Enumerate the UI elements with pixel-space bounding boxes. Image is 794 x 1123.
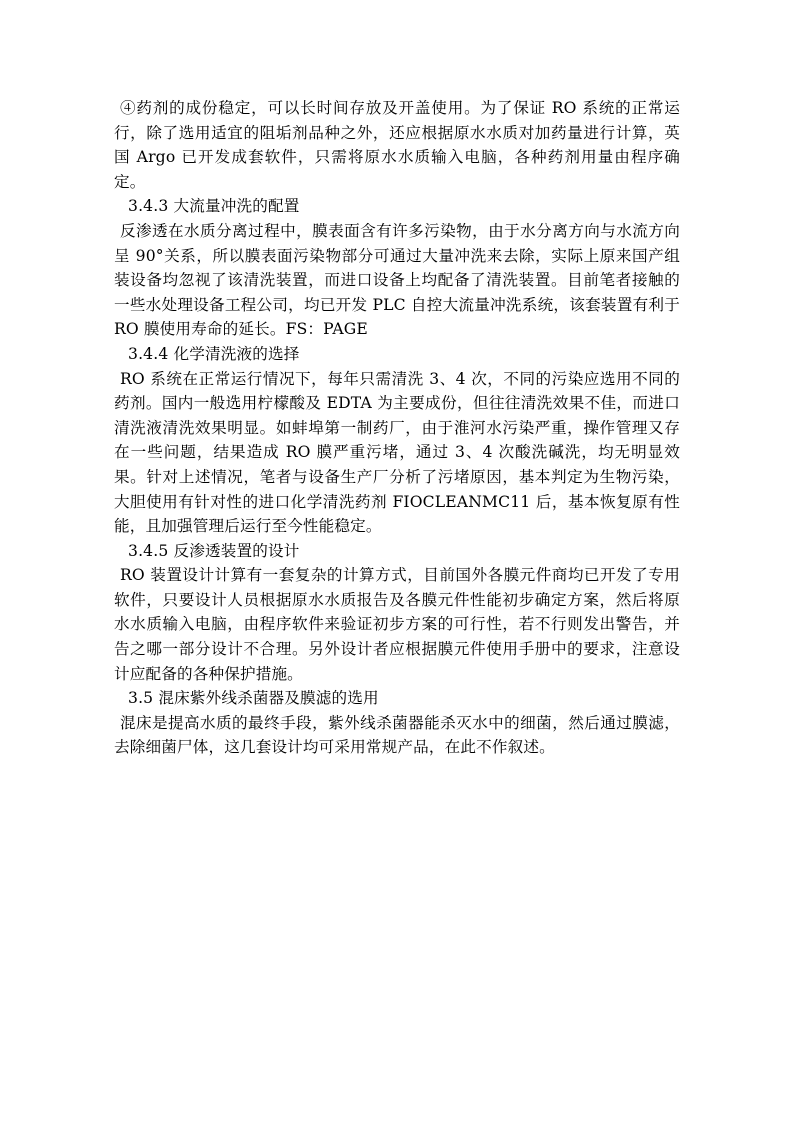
paragraph-chemical-cleaning: RO 系统在正常运行情况下，每年只需清洗 3、4 次，不同的污染应选用不同的药剂。国内一般选用柠檬酸及 EDTA 为主要成份，但往往清洗效果不佳，而进口清洗液清洗效果明显。如蚌埠第一制药厂，由于淮河水污染严重，操作管理又存在一些问题，结果造成 RO 膜严重污堵，通过 3、4 次酸洗碱洗，均无明显效果。针对上述情况，笔者与设备生产厂分析了污堵原因，基本判定为生物污染，大胆使用有针对性的进口化学清洗药剂 FIOCLEANMC11 后，基本恢复原有性能，且加强管理后运行至今性能稳定。 — [114, 369, 680, 536]
heading-3-4-3: 3.4.3 大流量冲洗的配置 — [128, 197, 300, 216]
heading-3-4-5: 3.4.5 反渗透装置的设计 — [128, 541, 300, 560]
document-page — [114, 96, 680, 760]
paragraph-high-flow-flush: 反渗透在水质分离过程中，膜表面含有许多污染物，由于水分离方向与水流方向呈 90°关系，所以膜表面污染物部分可通过大量冲洗来去除，实际上原来国产组装设备均忽视了该清洗装置，而进口设备上均配备了清洗装置。目前笔者接触的一些水处理设备工程公司，均已开发 PLC 自控大流量冲洗系统，该套装置有利于 RO 膜使用寿命的延长。FS：PAGE — [114, 221, 680, 339]
heading-3-4-4: 3.4.4 化学清洗液的选择 — [128, 344, 300, 363]
paragraph-mixed-bed-uv: 混床是提高水质的最终手段，紫外线杀菌器能杀灭水中的细菌，然后通过膜滤，去除细菌尸体，这几套设计均可采用常规产品，在此不作叙述。 — [114, 713, 680, 757]
heading-3-5: 3.5 混床紫外线杀菌器及膜滤的选用 — [128, 689, 379, 708]
paragraph-reagent-stability: ④药剂的成份稳定，可以长时间存放及开盖使用。为了保证 RO 系统的正常运行，除了选用适宜的阻垢剂品种之外，还应根据原水水质对加药量进行计算，英国 Argo 已开发成套软件，只需将原水水质输入电脑，各种药剂用量由程序确定。 — [114, 99, 680, 191]
paragraph-ro-design: RO 装置设计计算有一套复杂的计算方式，目前国外各膜元件商均已开发了专用软件，只要设计人员根据原水水质报告及各膜元件性能初步确定方案，然后将原水水质输入电脑，由程序软件来验证初步方案的可行性，若不行则发出警告，并告之哪一部分设计不合理。另外设计者应根据膜元件使用手册中的要求，注意设计应配备的各种保护措施。 — [114, 566, 680, 683]
